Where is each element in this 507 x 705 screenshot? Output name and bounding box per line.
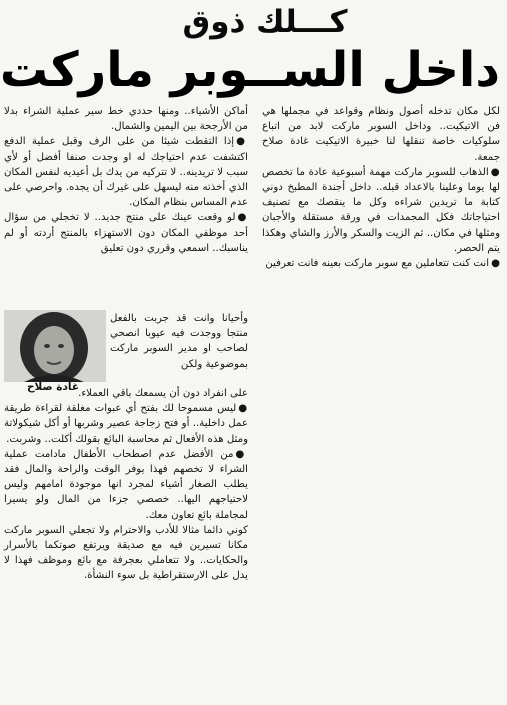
author-byline: غادة صلاح xyxy=(26,381,80,393)
bullet-icon: ● xyxy=(238,403,248,415)
article-column-left-bottom xyxy=(4,386,248,704)
paragraph-known-market: ●انت كنت تتعاملين مع سوبر ماركت بعينه فانت تعرفين xyxy=(265,258,500,270)
paragraph-no-opening: ●ليس مسموحا لك بفتح أي عبوات مغلقة لقراءة طريقة عمل داخلية.. أو فتح زجاجة عصير وشربها أو أكل شيكولاتة ومثل هذه الأفعال ثم محاسبة البائع بقولك أكلت.. وشربت. xyxy=(4,403,248,445)
article-column-right xyxy=(262,104,500,284)
headline-line-2: داخل الســوبر ماركت xyxy=(0,42,500,98)
paragraph-shopping-list: ●الذهاب للسوبر ماركت مهمة أسبوعية عادة ما تخصص لها يوما وعلينا بالاعداد قبله.. داخل أجندة المطبخ دوني كتابة ما تريدين شراءه وكل ما ينقصك مع تصنيف احتياجاتك فكل المجمدات في ورقة مستقلة والأجبان ومثلها في مكان.. ثم الزيت والسكر والأرز والشاي وهكذا يتم الحصر. xyxy=(262,166,500,254)
bullet-icon: ● xyxy=(236,136,248,148)
headline-line-1: كـــلك ذوق xyxy=(182,4,348,40)
headline xyxy=(0,0,507,100)
bullet-icon: ● xyxy=(491,258,500,270)
paragraph-store-layout: أماكن الأشياء.. ومنها حددي خط سير عملية الشراء بدلا من الأرجحة بين اليمين والشمال. xyxy=(4,106,248,133)
bullet-icon: ● xyxy=(237,212,249,224)
paragraph-private-feedback: على انفراد دون أن يسمعك باقي العملاء. xyxy=(78,388,248,399)
author-photo xyxy=(4,310,106,382)
bullet-icon: ● xyxy=(235,448,249,460)
article-column-left-top xyxy=(4,104,248,310)
paragraph-children: ●من الأفضل عدم اصطحاب الأطفال مادامت عملية الشراء لا تخصهم فهذا يوفر الوقت والراحة والمال فقد يطلب الصغار أشياء لمجرد انها موجودة امامهم وليس لاحتياجهم اليها.. خصصي جزءا من المال ولو يسيرا لمجاملة بائع تعاون معك. xyxy=(4,448,249,521)
intro-paragraph: لكل مكان تدخله أصول ونظام وقواعد في مجملها هي فن الاتيكيت.. وداخل السوبر ماركت لابد من اتباع سلوكيات خاصة تنقلها لنا خبيرة الاتيكيت غادة صلاح جمعة. xyxy=(262,106,500,163)
paragraph-new-product: ●لو وقعت عينك على منتج جديد.. لا تخجلي من سؤال أحد موظفي المكان دون الاستهزاء بالمنتج أردته أو لم يناسبك.. اسمعي وقرري دون تعليق xyxy=(4,212,249,254)
paragraph-manners: كوني دائما مثالا للأدب والاحترام ولا تجعلي السوبر ماركت مكانا تسيرين فيه مع صديقة ويرتفع صوتكما بالأسرار والحكايات.. ولا تتعاملي بعجرفة مع بائع وموظف فهذا لا يدل على الارستقراطية بل سوء النشأة. xyxy=(4,524,248,582)
paragraph-beside-photo: وأحيانا وانت قد جربت بالفعل منتجا ووجدت فيه عيوبا انصحي لصاحب او مدير السوبر ماركت بموضوعية ولكن xyxy=(110,313,248,370)
paragraph-return-items: ●إذا التقطت شيئا من على الرف وقبل عملية الدفع اكتشفت عدم احتياجك له او وجدت صنفا أفضل أو لأي سبب لا تريدينه.. لا تتركيه من يدك بل أعيديه لنفس المكان الذي أخذته منه ليسهل على غيرك أن يجده. واحرصي على عدم المساس بنظام المكان. xyxy=(4,136,248,209)
bullet-icon: ● xyxy=(490,166,500,178)
portrait-image xyxy=(4,310,106,382)
